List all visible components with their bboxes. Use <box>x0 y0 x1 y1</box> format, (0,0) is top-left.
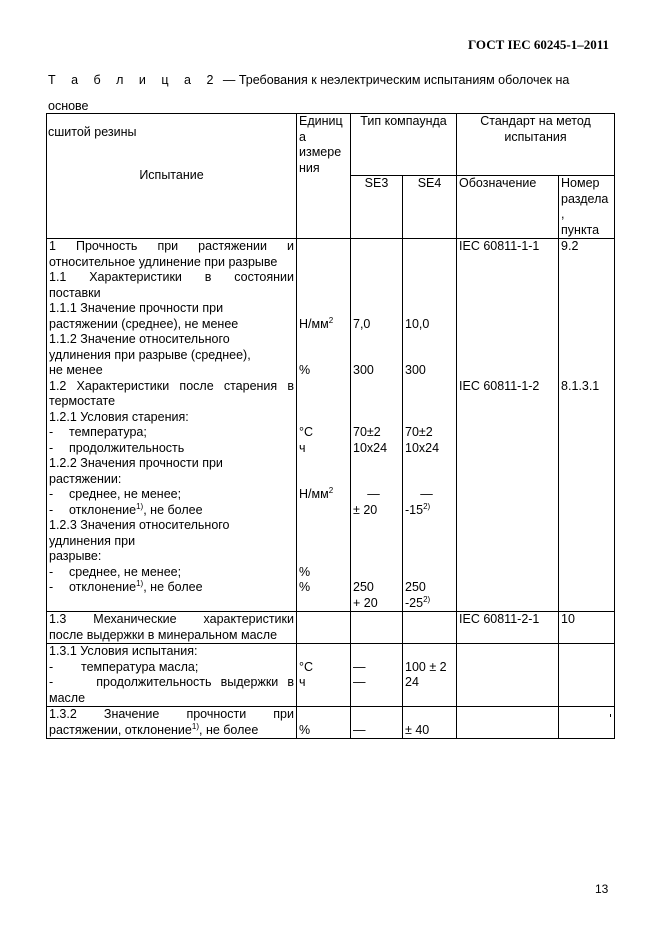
header-section: Номер раздела , пункта <box>559 176 615 239</box>
cell-test-4: 1.3.2 Значение прочности при растяжении, отклонение$^{1)}$, не более <box>47 707 297 739</box>
cell-se3-1: 7,0 300 70±2 10x24 — ± 20 250 + 20 <box>351 239 403 612</box>
cell-se4-3: 100 ± 2 24 <box>403 644 457 707</box>
cell-unit-1: $Н/мм^2$ % °С ч $Н/мм^2$ % % <box>297 239 351 612</box>
cell-unit-3: °С ч <box>297 644 351 707</box>
table-row <box>47 239 615 612</box>
cell-test-2: 1.3 Механические характеристики после выдержки в минеральном масле <box>47 612 297 644</box>
cell-unit-4: % <box>297 707 351 739</box>
standard-header: ГОСТ IEC 60245-1–2011 <box>467 37 609 52</box>
cell-se4-1: 10,0 300 70±2 10x24 — -15$^{2)}$ 250 -25$^{2)}$ <box>403 239 457 612</box>
header-test: Испытание <box>47 114 297 239</box>
header-se4: SE4 <box>403 176 457 239</box>
header-unit: Единиц а измере ния <box>297 114 351 239</box>
cell-section-2: 10 <box>559 612 615 644</box>
cell-se3-4: — <box>351 707 403 739</box>
table-row <box>47 644 615 707</box>
table-row <box>47 612 615 644</box>
caption-text: — Требования к неэлектрическим испытаниям оболочек на основе <box>48 73 570 113</box>
cell-se3-3: — — <box>351 644 403 707</box>
header-standard: Стандарт на метод испытания <box>457 114 615 176</box>
caption-label: Т а б л и ц а 2 <box>48 73 220 87</box>
cell-test-1: 1 Прочность при растяжении и относительное удлинение при разрыве 1.1 Характеристики в состоянии поставки 1.1.1 Значение прочности при растяжении (среднее), не менее 1.1.2 Значение относительного удлинения при разрыве (среднее), не менее 1.2 Характеристики после старения в термостате 1.2.1 Условия старения: - температура; - продолжительность 1.2.2 Значения прочности при растяжении: - среднее, не менее; - отклонение$^{1)}$, не более 1.2.3 Значения относительного удлинения при разрыве: - среднее, не менее; - отклонение$^{1)}$, не более <box>47 239 297 612</box>
caption-text-2: сшитой резины <box>48 125 137 139</box>
table-row <box>47 707 615 739</box>
requirements-table <box>46 113 615 739</box>
cell-section-1: 9.2 8.1.3.1 <box>559 239 615 612</box>
cell-designation-1: IEC 60811-1-1 IEC 60811-1-2 <box>457 239 559 612</box>
cell-designation-2: IEC 60811-2-1 <box>457 612 559 644</box>
cell-se4-4: ± 40 <box>403 707 457 739</box>
header-designation: Обозначение <box>457 176 559 239</box>
page-number: 13 <box>595 882 609 896</box>
table-edge-mark <box>610 714 611 717</box>
header-se3: SE3 <box>351 176 403 239</box>
cell-test-3: 1.3.1 Условия испытания: - температура масла; - продолжительность выдержки в масле <box>47 644 297 707</box>
header-compound: Тип компаунда <box>351 114 457 176</box>
